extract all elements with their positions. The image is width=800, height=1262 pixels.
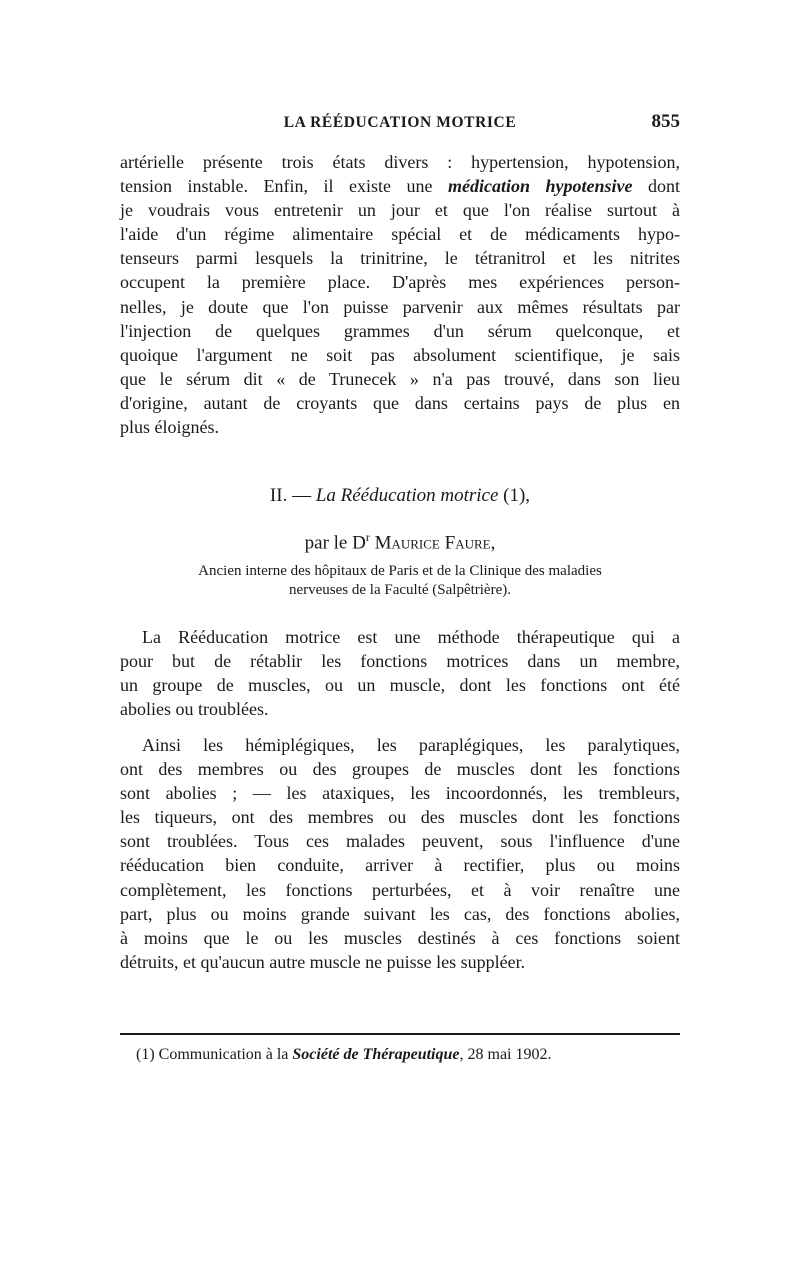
text-line-segment: dont: [632, 176, 680, 197]
running-title: LA RÉÉDUCATION MOTRICE: [283, 114, 517, 131]
text-line: l'aide d'un régime alimentaire spécial et de médicaments hypo-: [120, 224, 680, 245]
affiliation-line: Ancien interne des hôpitaux de Paris et de la Clinique des maladies: [198, 563, 602, 579]
footnote: [136, 1046, 676, 1064]
doctor-abbrev-sup: r: [365, 530, 370, 544]
footnote-reference: (1),: [498, 485, 531, 506]
text-line: pour but de rétablir les fonctions motrices dans un membre,: [120, 651, 680, 672]
text-line: je voudrais vous entretenir un jour et que l'on réalise surtout à: [120, 200, 680, 221]
text-line: part, plus ou moins grande suivant les cas, des fonctions abolies,: [120, 903, 680, 924]
italic-phrase: médication hypotensive: [447, 176, 633, 197]
text-line: les tiqueurs, ont des membres ou des muscles dont les fonctions: [120, 807, 680, 828]
text-line: quoique l'argument ne soit pas absolument scientifique, je sais: [120, 344, 680, 365]
section-title: [120, 485, 680, 507]
section-title-text: La Rééducation motrice: [315, 485, 499, 506]
text-line: plus éloignés.: [120, 417, 219, 438]
author-first-name: Maurice: [374, 532, 440, 554]
author-byline: [120, 530, 680, 554]
paragraph-3: [120, 733, 680, 974]
text-line: tenseurs parmi lesquels la trinitrine, le tétranitrol et les nitrites: [120, 248, 680, 269]
footnote-marker: (1) Communication à la: [136, 1046, 293, 1063]
footnote-divider: [120, 1033, 680, 1035]
author-affiliation: [120, 562, 680, 600]
text-line: un groupe de muscles, ou un muscle, dont les fonctions ont été: [120, 675, 680, 696]
affiliation-line: nerveuses de la Faculté (Salpêtrière).: [289, 582, 511, 598]
text-line: Ainsi les hémiplégiques, les paraplégiques, les paralytiques,: [142, 735, 680, 755]
text-line: La Rééducation motrice est une méthode thérapeutique qui a: [142, 627, 680, 647]
section-numeral: II. —: [269, 485, 316, 506]
byline-prefix: par le D: [304, 532, 366, 554]
text-line: complètement, les fonctions perturbées, et à voir renaître une: [120, 879, 680, 900]
text-line: sont troublées. Tous ces malades peuvent, sous l'influence d'une: [120, 831, 680, 852]
text-line: nelles, je doute que l'on puisse parvenir aux mêmes résultats par: [120, 296, 680, 317]
text-line: [120, 174, 680, 198]
text-line: l'injection de quelques grammes d'un sérum quelconque, et: [120, 320, 680, 341]
page-header: [120, 111, 680, 142]
text-line: occupent la première place. D'après mes expériences person-: [120, 272, 680, 293]
text-line: ont des membres ou des groupes de muscles dont les fonctions: [120, 759, 680, 780]
page-number: 855: [651, 111, 680, 132]
text-line: détruits, et qu'aucun autre muscle ne puisse les suppléer.: [120, 951, 526, 972]
text-line: abolies ou troublées.: [120, 699, 269, 720]
text-line: d'origine, autant de croyants que dans certains pays de plus en: [120, 392, 680, 413]
paragraph-1: [120, 150, 680, 439]
text-line: à moins que le ou les muscles destinés à ces fonctions soient: [120, 927, 680, 948]
text-line: rééducation bien conduite, arriver à rectifier, plus ou moins: [120, 855, 680, 876]
footnote-society: Société de Thérapeutique: [292, 1046, 460, 1063]
text-line: sont abolies ; — les ataxiques, les incoordonnés, les trembleurs,: [120, 783, 680, 804]
paragraph-2: [120, 625, 680, 721]
author-last-name: Faure,: [444, 532, 496, 554]
text-line: artérielle présente trois états divers : hypertension, hypotension,: [120, 152, 680, 172]
footnote-date: , 28 mai 1902.: [459, 1046, 552, 1063]
text-line: que le sérum dit « de Trunecek » n'a pas trouvé, dans son lieu: [120, 368, 680, 389]
text-line-segment: tension instable. Enfin, il existe une: [120, 176, 448, 197]
